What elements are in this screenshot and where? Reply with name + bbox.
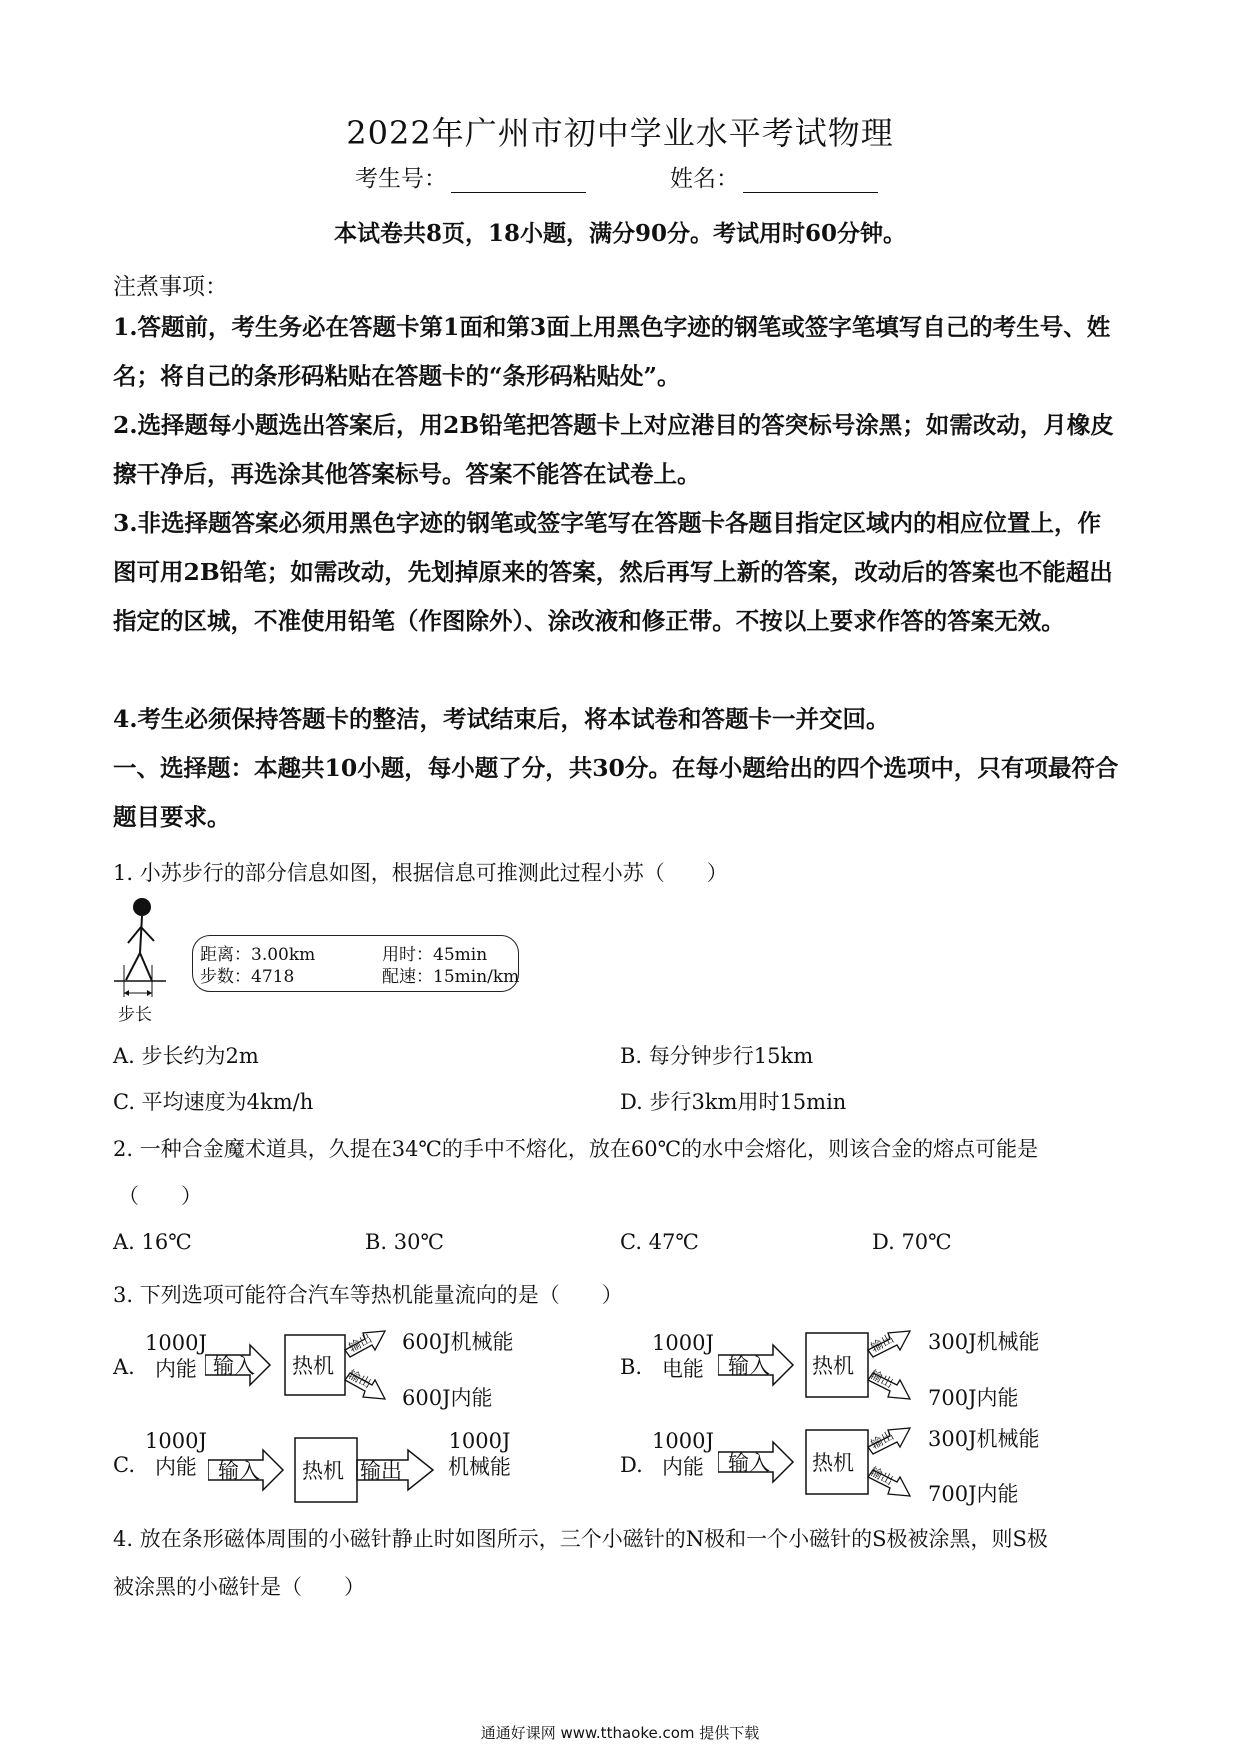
q3-d-input-amount: 1000J <box>652 1429 714 1453</box>
q3-b-output-word-2: 输出 <box>867 1367 896 1391</box>
q3-b-input-amount: 1000J <box>652 1331 714 1355</box>
q3-b-output-1: 300J机械能 <box>928 1330 1040 1354</box>
footer-source: 通通好课网 www.tthaoke.com 提供下载 <box>480 1724 760 1742</box>
q2-paren: （ ） <box>118 1184 202 1208</box>
name-field <box>670 160 882 193</box>
step-length-label: 步长 <box>118 1005 152 1025</box>
q3-d-output-1: 300J机械能 <box>928 1427 1040 1451</box>
note-item-4: 4.考生必须保持答题卡的整洁，考试结束后，将本试卷和答题卡一并交回。 <box>113 705 890 733</box>
walk-time: 用时：45min <box>382 945 488 965</box>
exam-info: 本试卷共8页，18小题，满分90分。考试用时60分钟。 <box>333 220 907 247</box>
notes-heading: 注煮事项： <box>113 274 228 300</box>
q3-c-input-word: 输入 <box>218 1459 260 1483</box>
name-label: 姓名： <box>670 166 739 192</box>
q3-a-output-word-1: 输出 <box>346 1331 375 1355</box>
q3-c-input-amount: 1000J <box>145 1429 207 1453</box>
q3-b-input-type: 电能 <box>661 1357 704 1381</box>
q3-b-input-word: 输入 <box>728 1354 770 1378</box>
q1-option-a: A. 步长约为2m <box>113 1044 259 1068</box>
walk-pace: 配速：15min/km <box>382 967 520 987</box>
q3-d-input-type: 内能 <box>661 1455 704 1479</box>
q2-stem: 2. 一种合金魔术道具，久提在34℃的手中不熔化，放在60℃的水中会熔化，则该合金的熔点可能是 <box>113 1137 1039 1161</box>
q3-c-output-word: 输出 <box>360 1459 402 1483</box>
q2-option-d: D. 70℃ <box>872 1230 952 1254</box>
walk-steps: 步数：4718 <box>200 967 295 987</box>
q3-a-input-amount: 1000J <box>145 1331 207 1355</box>
q3-d-engine-word: 热机 <box>812 1451 854 1475</box>
q2-option-c: C. 47℃ <box>620 1230 699 1254</box>
name-blank <box>743 170 878 193</box>
note-item-3: 3.非选择题答案必须用黑色字迹的钢笔或签字笔写在答题卡各题目指定区域内的相应位置上，作图可用2B铅笔；如需改动，先划掉原来的答案，然后再写上新的答案，改动后的答案也不能超出指定的区城，不准使用铅笔（作图除外）、涂改液和修正带。不按以上要求作答的答案无效。 <box>113 509 1113 635</box>
page-title: 2022年广州市初中学业水平考试物理 <box>346 114 894 152</box>
q3-c-output-amount: 1000J <box>448 1429 511 1453</box>
q3-a-output-word-2: 输出 <box>345 1367 374 1391</box>
note-item-2: 2.选择题每小题选出答案后，用2B铅笔把答题卡上对应港目的答突标号涂黑；如需改动，月橡皮擦干净后，再选涂其他答案标号。答案不能答在试卷上。 <box>113 411 1114 488</box>
q2-option-b: B. 30℃ <box>365 1230 444 1254</box>
q3-d-label: D. <box>620 1453 643 1477</box>
q3-d-input <box>652 1428 714 1480</box>
q3-d-output-word-1: 输出 <box>868 1428 897 1452</box>
q3-d-output-word-2: 输出 <box>867 1464 896 1488</box>
q3-a-label: A. <box>113 1355 135 1379</box>
q3-b-output-word-1: 输出 <box>868 1331 897 1355</box>
q3-c-output-type: 机械能 <box>448 1455 511 1479</box>
walk-distance: 距离：3.00km <box>200 945 316 965</box>
q3-a-output-1: 600J机械能 <box>402 1330 514 1354</box>
q1-option-b: B. 每分钟步行15km <box>620 1044 814 1068</box>
q3-a-output-2: 600J内能 <box>402 1386 493 1410</box>
exam-number-field <box>355 160 590 193</box>
q3-c-input <box>145 1428 207 1480</box>
q3-a-input <box>145 1330 207 1382</box>
q3-c-input-type: 内能 <box>154 1455 197 1479</box>
q3-b-label: B. <box>620 1355 643 1379</box>
note-item-1: 1.答题前，考生务必在答题卡第1面和第3面上用黑色字迹的钢笔或签字笔填写自己的考生号、姓名；将自己的条形码粘贴在答题卡的“条形码粘贴处”。 <box>113 313 1111 390</box>
q3-a-engine-word: 热机 <box>292 1354 334 1378</box>
exam-number-label: 考生号： <box>355 166 447 192</box>
q3-stem: 3. 下列选项可能符合汽车等热机能量流向的是（ ） <box>113 1283 623 1307</box>
q3-a-input-word: 输入 <box>213 1354 255 1378</box>
q1-stem: 1. 小苏步行的部分信息如图，根据信息可推测此过程小苏（ ） <box>113 861 728 885</box>
q3-b-input <box>652 1330 714 1382</box>
q3-c-engine-word: 热机 <box>302 1459 344 1483</box>
q3-c-label: C. <box>113 1453 135 1477</box>
q3-d-output-2: 700J内能 <box>928 1482 1019 1506</box>
q3-b-output-2: 700J内能 <box>928 1386 1019 1410</box>
q2-option-a: A. 16℃ <box>113 1230 192 1254</box>
section-heading: 一、选择题：本趣共10小题，每小题了分，共30分。在每小题给出的四个选项中，只有项最符合题目要求。 <box>113 754 1119 831</box>
q3-c-output <box>448 1428 511 1480</box>
q4-stem-line-1: 4. 放在条形磁体周围的小磁针静止时如图所示，三个小磁针的N极和一个小磁针的S极被涂黑，则S极 <box>113 1527 1048 1551</box>
q3-a-input-type: 内能 <box>154 1357 197 1381</box>
q3-b-engine-word: 热机 <box>812 1354 854 1378</box>
q4-stem-line-2: 被涂黑的小磁针是（ ） <box>113 1575 365 1599</box>
q3-d-input-word: 输入 <box>728 1451 770 1475</box>
q1-option-c: C. 平均速度为4km/h <box>113 1090 314 1114</box>
exam-number-blank <box>451 170 586 193</box>
q1-option-d: D. 步行3km用时15min <box>620 1090 847 1114</box>
